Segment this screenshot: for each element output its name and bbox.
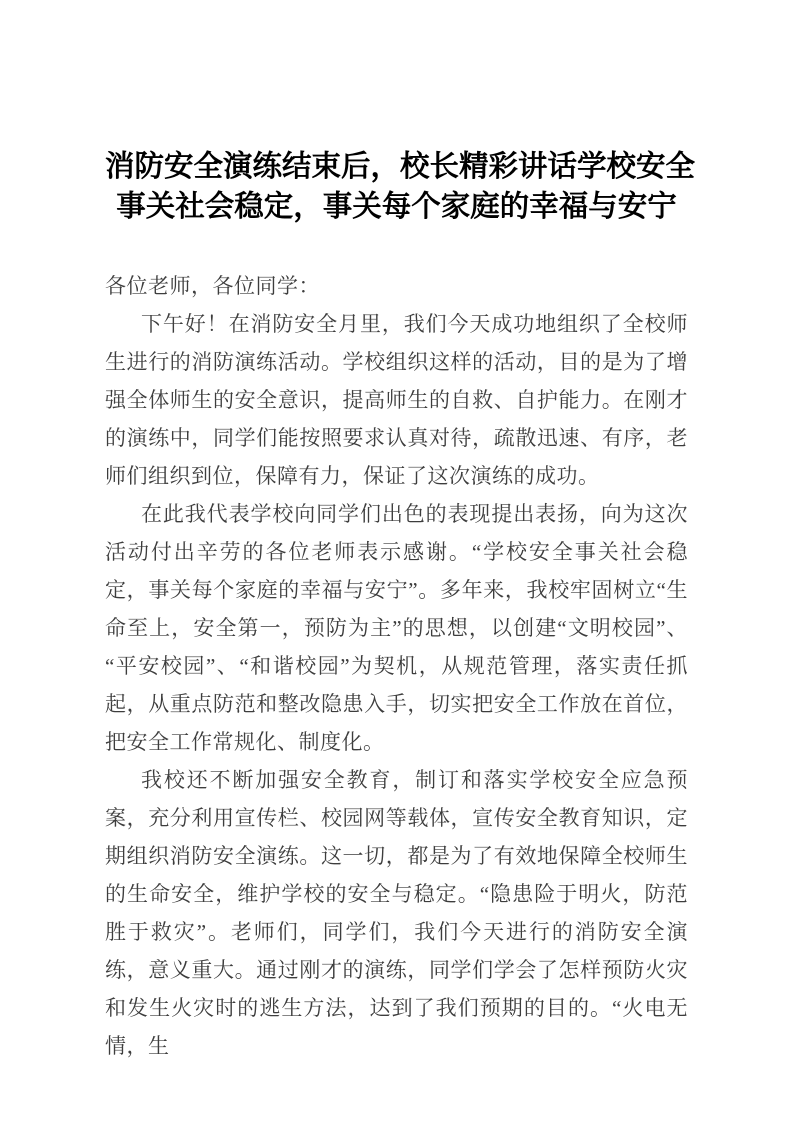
document-body [105, 267, 688, 1065]
paragraph-2: 在此我代表学校向同学们出色的表现提出表扬，向为这次活动付出辛劳的各位老师表示感谢。“学校安全事关社会稳定，事关每个家庭的幸福与安宁”。多年来，我校牢固树立“生命至上，安全第一，预防为主”的思想，以创建“文明校园”、“平安校园”、“和谐校园”为契机，从规范管理，落实责任抓起，从重点防范和整改隐患入手，切实把安全工作放在首位，把安全工作常规化、制度化。 [105, 502, 688, 754]
document-title [105, 147, 696, 227]
paragraph-3: 我校还不断加强安全教育，制订和落实学校安全应急预案，充分利用宣传栏、校园网等载体，宣传安全教育知识，定期组织消防安全演练。这一切，都是为了有效地保障全校师生的生命安全，维护学校的安全与稳定。“隐患险于明火，防范胜于救灾”。老师们，同学们，我们今天进行的消防安全演练，意义重大。通过刚才的演练，同学们学会了怎样预防火灾和发生火灾时的逃生方法，达到了我们预期的目的。“火电无情，生 [105, 768, 688, 1058]
document-title-line-2: 事关社会稳定，事关每个家庭的幸福与安宁 [116, 190, 677, 223]
paragraph-1: 下午好！在消防安全月里，我们今天成功地组织了全校师生进行的消防演练活动。学校组织这样的活动，目的是为了增强全体师生的安全意识，提高师生的自救、自护能力。在刚才的演练中，同学们能按照要求认真对待，疏散迅速、有序，老师们组织到位，保障有力，保证了这次演练的成功。 [105, 312, 688, 488]
salutation-line: 各位老师，各位同学： [105, 274, 320, 298]
document-title-line-1: 消防安全演练结束后，校长精彩讲话学校安全 [105, 150, 696, 183]
